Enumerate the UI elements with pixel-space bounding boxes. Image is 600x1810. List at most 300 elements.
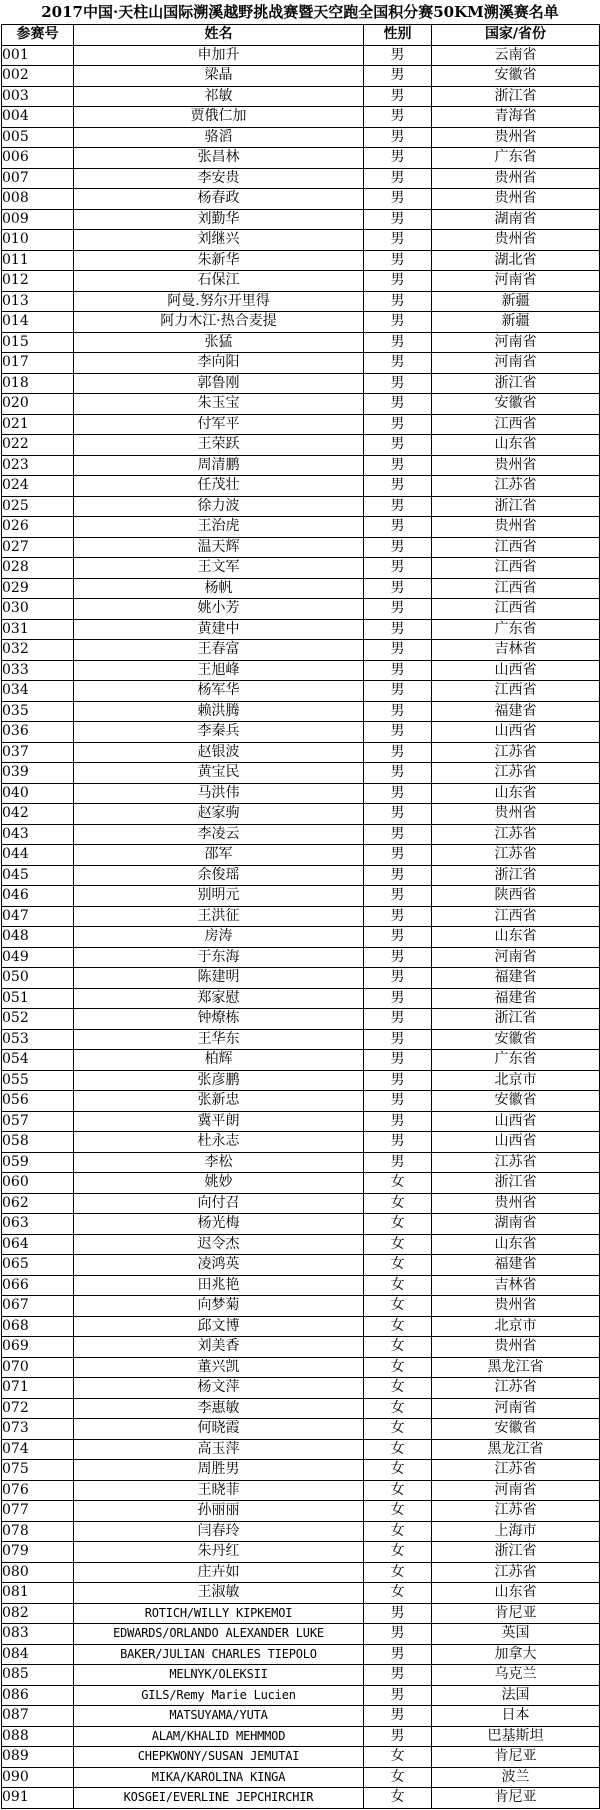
bib-number: 087 — [2, 1706, 74, 1727]
runner-name: 李安贵 — [74, 168, 364, 189]
table-row — [2, 1132, 600, 1153]
table-row — [2, 1460, 600, 1481]
header-row — [2, 25, 600, 46]
runner-name: 李向阳 — [74, 353, 364, 374]
gender: 男 — [364, 1152, 432, 1173]
runner-name: 黄建中 — [74, 619, 364, 640]
region: 贵州省 — [432, 168, 600, 189]
runner-name: 张昌林 — [74, 148, 364, 169]
bib-number: 017 — [2, 353, 74, 374]
region: 浙江省 — [432, 373, 600, 394]
bib-number: 042 — [2, 804, 74, 825]
region: 江苏省 — [432, 1460, 600, 1481]
bib-number: 043 — [2, 824, 74, 845]
bib-number: 051 — [2, 988, 74, 1009]
bib-number: 060 — [2, 1173, 74, 1194]
runner-name: 刘继兴 — [74, 230, 364, 251]
table-row — [2, 189, 600, 210]
region: 山东省 — [432, 1583, 600, 1604]
runner-name: 姚小芳 — [74, 599, 364, 620]
table-row — [2, 640, 600, 661]
region: 浙江省 — [432, 496, 600, 517]
bib-number: 044 — [2, 845, 74, 866]
runner-name: 迟令杰 — [74, 1234, 364, 1255]
table-row — [2, 1788, 600, 1809]
table-row — [2, 107, 600, 128]
bib-number: 001 — [2, 45, 74, 66]
region: 山西省 — [432, 660, 600, 681]
table-row — [2, 660, 600, 681]
runner-name: 陈建明 — [74, 968, 364, 989]
runner-name: 石保江 — [74, 271, 364, 292]
table-row — [2, 209, 600, 230]
bib-number: 054 — [2, 1050, 74, 1071]
gender: 女 — [364, 1562, 432, 1583]
gender: 男 — [364, 476, 432, 497]
table-row — [2, 394, 600, 415]
table-row — [2, 1542, 600, 1563]
bib-number: 008 — [2, 189, 74, 210]
bib-number: 073 — [2, 1419, 74, 1440]
bib-number: 056 — [2, 1091, 74, 1112]
region: 吉林省 — [432, 640, 600, 661]
gender: 男 — [364, 947, 432, 968]
gender: 男 — [364, 1070, 432, 1091]
bib-number: 084 — [2, 1644, 74, 1665]
gender: 男 — [364, 558, 432, 579]
runner-name: 张新忠 — [74, 1091, 364, 1112]
bib-number: 082 — [2, 1603, 74, 1624]
region: 贵州省 — [432, 804, 600, 825]
region: 河南省 — [432, 1398, 600, 1419]
region: 贵州省 — [432, 1193, 600, 1214]
gender: 女 — [364, 1480, 432, 1501]
region: 乌克兰 — [432, 1665, 600, 1686]
table-row — [2, 1624, 600, 1645]
table-row — [2, 312, 600, 333]
table-row — [2, 168, 600, 189]
bib-number: 091 — [2, 1788, 74, 1809]
bib-number: 070 — [2, 1357, 74, 1378]
gender: 女 — [364, 1398, 432, 1419]
gender: 女 — [364, 1542, 432, 1563]
gender: 男 — [364, 1009, 432, 1030]
table-row — [2, 414, 600, 435]
region: 陕西省 — [432, 886, 600, 907]
bib-number: 032 — [2, 640, 74, 661]
bib-number: 030 — [2, 599, 74, 620]
region: 贵州省 — [432, 230, 600, 251]
table-row — [2, 1439, 600, 1460]
bib-number: 034 — [2, 681, 74, 702]
gender: 男 — [364, 1603, 432, 1624]
table-row — [2, 578, 600, 599]
table-row — [2, 763, 600, 784]
bib-number: 045 — [2, 865, 74, 886]
table-row — [2, 722, 600, 743]
region: 江苏省 — [432, 1501, 600, 1522]
region: 江西省 — [432, 537, 600, 558]
runner-name: 张猛 — [74, 332, 364, 353]
gender: 女 — [364, 1275, 432, 1296]
table-row — [2, 681, 600, 702]
region: 江苏省 — [432, 1152, 600, 1173]
table-row — [2, 1562, 600, 1583]
table-row — [2, 1009, 600, 1030]
runner-name: CHEPKWONY/SUSAN JEMUTAI — [74, 1747, 364, 1768]
gender: 男 — [364, 701, 432, 722]
region: 云南省 — [432, 45, 600, 66]
region: 浙江省 — [432, 865, 600, 886]
runner-name: MATSUYAMA/YUTA — [74, 1706, 364, 1727]
runner-name: 赵家驹 — [74, 804, 364, 825]
runner-name: ALAM/KHALID MEHMMOD — [74, 1726, 364, 1747]
runner-name: 王洪征 — [74, 906, 364, 927]
bib-number: 020 — [2, 394, 74, 415]
table-row — [2, 517, 600, 538]
table-row — [2, 1296, 600, 1317]
table-row — [2, 1029, 600, 1050]
runner-name: 赵银波 — [74, 742, 364, 763]
runner-name: 赖洪腾 — [74, 701, 364, 722]
region: 北京市 — [432, 1316, 600, 1337]
gender: 男 — [364, 722, 432, 743]
region: 湖南省 — [432, 1214, 600, 1235]
region: 日本 — [432, 1706, 600, 1727]
gender: 女 — [364, 1439, 432, 1460]
table-row — [2, 250, 600, 271]
gender: 男 — [364, 1624, 432, 1645]
gender: 女 — [364, 1419, 432, 1440]
bib-number: 089 — [2, 1747, 74, 1768]
bib-number: 066 — [2, 1275, 74, 1296]
gender: 男 — [364, 517, 432, 538]
region: 福建省 — [432, 988, 600, 1009]
gender: 男 — [364, 455, 432, 476]
bib-number: 031 — [2, 619, 74, 640]
gender: 男 — [364, 865, 432, 886]
table-row — [2, 332, 600, 353]
gender: 男 — [364, 127, 432, 148]
gender: 男 — [364, 1132, 432, 1153]
bib-number: 057 — [2, 1111, 74, 1132]
gender: 男 — [364, 1050, 432, 1071]
bib-number: 035 — [2, 701, 74, 722]
table-row — [2, 45, 600, 66]
table-row — [2, 1378, 600, 1399]
runner-name: 王旭峰 — [74, 660, 364, 681]
gender: 女 — [364, 1747, 432, 1768]
table-row — [2, 271, 600, 292]
gender: 男 — [364, 845, 432, 866]
runner-name: 冀平朗 — [74, 1111, 364, 1132]
runner-name: 柏辉 — [74, 1050, 364, 1071]
bib-number: 048 — [2, 927, 74, 948]
runner-name: 邱文博 — [74, 1316, 364, 1337]
runner-name: 温天辉 — [74, 537, 364, 558]
runner-name: EDWARDS/ORLANDO ALEXANDER LUKE — [74, 1624, 364, 1645]
table-row — [2, 1050, 600, 1071]
region: 山东省 — [432, 783, 600, 804]
table-row — [2, 599, 600, 620]
bib-number: 071 — [2, 1378, 74, 1399]
region: 江苏省 — [432, 845, 600, 866]
runner-name: GILS/Remy Marie Lucien — [74, 1685, 364, 1706]
bib-number: 039 — [2, 763, 74, 784]
bib-number: 062 — [2, 1193, 74, 1214]
gender: 男 — [364, 824, 432, 845]
bib-number: 007 — [2, 168, 74, 189]
bib-number: 053 — [2, 1029, 74, 1050]
region: 山西省 — [432, 722, 600, 743]
region: 法国 — [432, 1685, 600, 1706]
bib-number: 072 — [2, 1398, 74, 1419]
bib-number: 025 — [2, 496, 74, 517]
runner-name: 张彦鹏 — [74, 1070, 364, 1091]
region: 北京市 — [432, 1070, 600, 1091]
table-row — [2, 1767, 600, 1788]
runner-name: 王春富 — [74, 640, 364, 661]
gender: 男 — [364, 312, 432, 333]
bib-number: 005 — [2, 127, 74, 148]
table-row — [2, 845, 600, 866]
gender: 男 — [364, 168, 432, 189]
region: 湖北省 — [432, 250, 600, 271]
runner-name: 徐力波 — [74, 496, 364, 517]
table-row — [2, 1644, 600, 1665]
runner-name: 王晓菲 — [74, 1480, 364, 1501]
table-row — [2, 1214, 600, 1235]
gender: 男 — [364, 1685, 432, 1706]
region: 江苏省 — [432, 476, 600, 497]
table-row — [2, 1665, 600, 1686]
gender: 男 — [364, 1726, 432, 1747]
region: 江西省 — [432, 681, 600, 702]
bib-number: 012 — [2, 271, 74, 292]
runner-name: 王华东 — [74, 1029, 364, 1050]
runner-name: 别明元 — [74, 886, 364, 907]
runner-name: 杨帆 — [74, 578, 364, 599]
gender: 男 — [364, 86, 432, 107]
table-row — [2, 701, 600, 722]
gender: 男 — [364, 742, 432, 763]
gender: 男 — [364, 660, 432, 681]
runner-name: 阿力木江·热合麦提 — [74, 312, 364, 333]
runner-name: 梁晶 — [74, 66, 364, 87]
region: 贵州省 — [432, 455, 600, 476]
bib-number: 027 — [2, 537, 74, 558]
table-row — [2, 476, 600, 497]
bib-number: 047 — [2, 906, 74, 927]
gender: 女 — [364, 1767, 432, 1788]
gender: 女 — [364, 1357, 432, 1378]
region: 波兰 — [432, 1767, 600, 1788]
region: 江西省 — [432, 906, 600, 927]
runner-name: 余俊瑶 — [74, 865, 364, 886]
gender: 女 — [364, 1316, 432, 1337]
runner-name: 杨军华 — [74, 681, 364, 702]
gender: 男 — [364, 435, 432, 456]
table-row — [2, 127, 600, 148]
table-row — [2, 1357, 600, 1378]
region: 安徽省 — [432, 394, 600, 415]
table-row — [2, 968, 600, 989]
table-row — [2, 1173, 600, 1194]
bib-number: 079 — [2, 1542, 74, 1563]
region: 安徽省 — [432, 1419, 600, 1440]
bib-number: 026 — [2, 517, 74, 538]
bib-number: 064 — [2, 1234, 74, 1255]
gender: 男 — [364, 537, 432, 558]
table-row — [2, 66, 600, 87]
bib-number: 015 — [2, 332, 74, 353]
table-row — [2, 230, 600, 251]
region: 山西省 — [432, 1132, 600, 1153]
runner-name: 任茂壮 — [74, 476, 364, 497]
gender: 女 — [364, 1788, 432, 1809]
gender: 男 — [364, 148, 432, 169]
region: 福建省 — [432, 701, 600, 722]
gender: 男 — [364, 763, 432, 784]
bib-number: 077 — [2, 1501, 74, 1522]
region: 肯尼亚 — [432, 1603, 600, 1624]
gender: 男 — [364, 107, 432, 128]
region: 贵州省 — [432, 1337, 600, 1358]
table-row — [2, 496, 600, 517]
table-row — [2, 1603, 600, 1624]
roster-table — [1, 24, 600, 1809]
gender: 男 — [364, 373, 432, 394]
table-row — [2, 148, 600, 169]
gender: 男 — [364, 45, 432, 66]
region: 河南省 — [432, 332, 600, 353]
runner-name: 王荣跃 — [74, 435, 364, 456]
runner-name: 闫春玲 — [74, 1521, 364, 1542]
gender: 女 — [364, 1460, 432, 1481]
runner-name: 杨春政 — [74, 189, 364, 210]
region: 江西省 — [432, 599, 600, 620]
bib-number: 049 — [2, 947, 74, 968]
region: 贵州省 — [432, 1296, 600, 1317]
table-row — [2, 291, 600, 312]
bib-number: 058 — [2, 1132, 74, 1153]
gender: 女 — [364, 1214, 432, 1235]
gender: 男 — [364, 886, 432, 907]
table-row — [2, 804, 600, 825]
region: 浙江省 — [432, 1173, 600, 1194]
runner-name: 邵军 — [74, 845, 364, 866]
bib-number: 023 — [2, 455, 74, 476]
runner-name: 杨光梅 — [74, 1214, 364, 1235]
region: 浙江省 — [432, 86, 600, 107]
runner-name: 杨文萍 — [74, 1378, 364, 1399]
runner-name: 王文军 — [74, 558, 364, 579]
runner-name: 阿曼.努尔开里得 — [74, 291, 364, 312]
roster-body — [2, 45, 600, 1808]
bib-number: 022 — [2, 435, 74, 456]
region: 安徽省 — [432, 1091, 600, 1112]
gender: 男 — [364, 1091, 432, 1112]
gender: 男 — [364, 271, 432, 292]
runner-name: 李凌云 — [74, 824, 364, 845]
region: 肯尼亚 — [432, 1788, 600, 1809]
table-row — [2, 1706, 600, 1727]
runner-name: 向梦菊 — [74, 1296, 364, 1317]
bib-number: 059 — [2, 1152, 74, 1173]
runner-name: ROTICH/WILLY KIPKEMOI — [74, 1603, 364, 1624]
bib-number: 009 — [2, 209, 74, 230]
region: 福建省 — [432, 968, 600, 989]
table-row — [2, 1747, 600, 1768]
gender: 男 — [364, 640, 432, 661]
gender: 男 — [364, 578, 432, 599]
region: 河南省 — [432, 353, 600, 374]
runner-name: 黄宝民 — [74, 763, 364, 784]
runner-name: 朱玉宝 — [74, 394, 364, 415]
bib-number: 083 — [2, 1624, 74, 1645]
gender: 男 — [364, 291, 432, 312]
bib-number: 010 — [2, 230, 74, 251]
region: 江苏省 — [432, 742, 600, 763]
runner-name: 贾俄仁加 — [74, 107, 364, 128]
gender: 男 — [364, 332, 432, 353]
runner-name: 周清鹏 — [74, 455, 364, 476]
bib-number: 024 — [2, 476, 74, 497]
region: 贵州省 — [432, 517, 600, 538]
gender: 男 — [364, 599, 432, 620]
gender: 男 — [364, 353, 432, 374]
gender: 女 — [364, 1583, 432, 1604]
runner-name: 付军平 — [74, 414, 364, 435]
bib-number: 028 — [2, 558, 74, 579]
runner-name: 杜永志 — [74, 1132, 364, 1153]
bib-number: 006 — [2, 148, 74, 169]
gender: 男 — [364, 414, 432, 435]
bib-number: 069 — [2, 1337, 74, 1358]
gender: 女 — [364, 1501, 432, 1522]
bib-number: 074 — [2, 1439, 74, 1460]
region: 江苏省 — [432, 763, 600, 784]
gender: 男 — [364, 250, 432, 271]
runner-name: 刘美香 — [74, 1337, 364, 1358]
bib-number: 050 — [2, 968, 74, 989]
runner-name: 周胜男 — [74, 1460, 364, 1481]
runner-name: 房涛 — [74, 927, 364, 948]
region: 上海市 — [432, 1521, 600, 1542]
region: 江苏省 — [432, 1378, 600, 1399]
region: 江西省 — [432, 414, 600, 435]
table-row — [2, 906, 600, 927]
table-row — [2, 1070, 600, 1091]
table-row — [2, 373, 600, 394]
bib-number: 055 — [2, 1070, 74, 1091]
table-row — [2, 783, 600, 804]
table-row — [2, 1398, 600, 1419]
region: 安徽省 — [432, 1029, 600, 1050]
header-name: 姓名 — [74, 25, 364, 46]
gender: 女 — [364, 1337, 432, 1358]
region: 黑龙江省 — [432, 1439, 600, 1460]
table-row — [2, 1583, 600, 1604]
runner-name: 姚妙 — [74, 1173, 364, 1194]
bib-number: 018 — [2, 373, 74, 394]
table-row — [2, 1255, 600, 1276]
table-row — [2, 1685, 600, 1706]
region: 山东省 — [432, 1234, 600, 1255]
roster-header — [2, 25, 600, 46]
table-row — [2, 988, 600, 1009]
runner-name: 钟燎栋 — [74, 1009, 364, 1030]
